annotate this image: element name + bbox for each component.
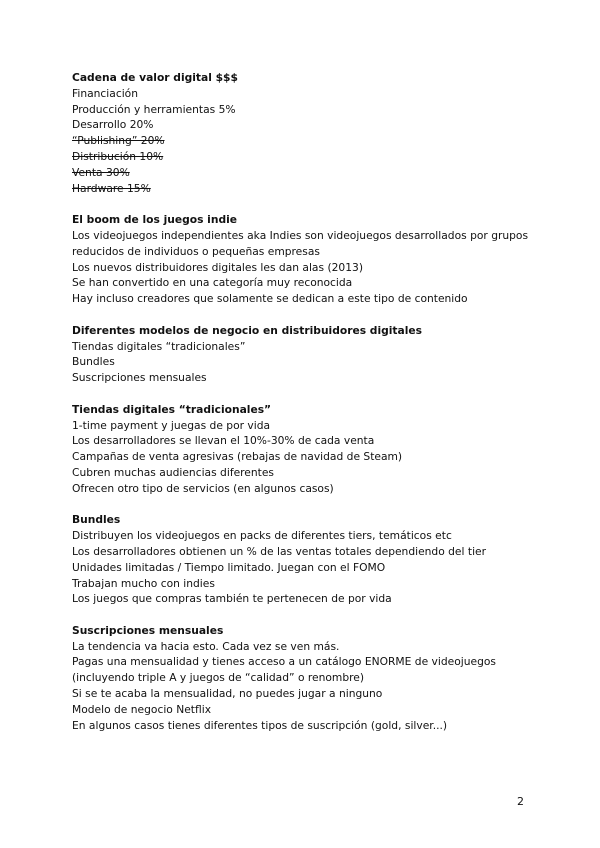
paragraph-line: Bundles xyxy=(72,355,115,369)
paragraph-line: Los desarrolladores obtienen un % de las ventas totales dependiendo del tier xyxy=(72,544,487,558)
section-value-chain xyxy=(72,70,542,196)
paragraph-line: Desarrollo 20% xyxy=(72,118,154,132)
paragraph-line: Campañas de venta agresivas (rebajas de navidad de Steam) xyxy=(72,450,403,464)
paragraph-line: Suscripciones mensuales xyxy=(72,371,207,385)
paragraph-line: Producción y herramientas 5% xyxy=(72,102,236,116)
paragraph-line: Si se te acaba la mensualidad, no puedes jugar a ninguno xyxy=(72,687,383,701)
page-number: 2 xyxy=(517,795,524,808)
paragraph-line: Los juegos que compras también te pertenecen de por vida xyxy=(72,592,392,606)
paragraph-line: Distribuyen los videojuegos en packs de diferentes tiers, temáticos etc xyxy=(72,529,452,543)
paragraph-line: Financiación xyxy=(72,86,138,100)
section-subscriptions xyxy=(72,623,542,734)
struck-line: Distribución 10% xyxy=(72,149,164,163)
paragraph-line: Tiendas digitales “tradicionales” xyxy=(72,339,246,353)
paragraph-line: Modelo de negocio Netflix xyxy=(72,702,212,716)
paragraph-line: Ofrecen otro tipo de servicios (en algunos casos) xyxy=(72,481,334,495)
section-heading: El boom de los juegos indie xyxy=(72,213,238,227)
section-heading: Tiendas digitales “tradicionales” xyxy=(72,402,272,416)
section-heading: Bundles xyxy=(72,513,121,527)
paragraph-line: Se han convertido en una categoría muy reconocida xyxy=(72,276,353,290)
struck-line: Hardware 15% xyxy=(72,181,151,195)
paragraph-line: Los videojuegos independientes aka Indies son videojuegos desarrollados por grupos reducidos de individuos o pequeñas empresas xyxy=(72,228,529,258)
section-heading: Suscripciones mensuales xyxy=(72,623,224,637)
document-body xyxy=(72,70,542,749)
paragraph-line: Cubren muchas audiencias diferentes xyxy=(72,465,274,479)
section-business-models xyxy=(72,323,542,386)
paragraph-line: Pagas una mensualidad y tienes acceso a un catálogo ENORME de videojuegos (incluyendo triple A y juegos de “calidad” o renombre) xyxy=(72,655,496,685)
paragraph-line: La tendencia va hacia esto. Cada vez se ven más. xyxy=(72,639,340,653)
section-heading: Diferentes modelos de negocio en distribuidores digitales xyxy=(72,323,423,337)
paragraph-line: En algunos casos tienes diferentes tipos de suscripción (gold, silver...) xyxy=(72,718,448,732)
struck-line: Venta 30% xyxy=(72,165,130,179)
paragraph-line: Unidades limitadas / Tiempo limitado. Juegan con el FOMO xyxy=(72,560,386,574)
struck-line: “Publishing” 20% xyxy=(72,134,165,148)
paragraph-line: 1-time payment y juegas de por vida xyxy=(72,418,271,432)
section-indie-boom xyxy=(72,212,542,307)
paragraph-line: Hay incluso creadores que solamente se dedican a este tipo de contenido xyxy=(72,292,468,306)
paragraph-line: Los desarrolladores se llevan el 10%-30% de cada venta xyxy=(72,434,375,448)
section-heading: Cadena de valor digital $$$ xyxy=(72,71,238,84)
section-traditional-stores xyxy=(72,402,542,497)
paragraph-line: Los nuevos distribuidores digitales les dan alas (2013) xyxy=(72,260,363,274)
paragraph-line: Trabajan mucho con indies xyxy=(72,576,215,590)
section-bundles xyxy=(72,512,542,607)
